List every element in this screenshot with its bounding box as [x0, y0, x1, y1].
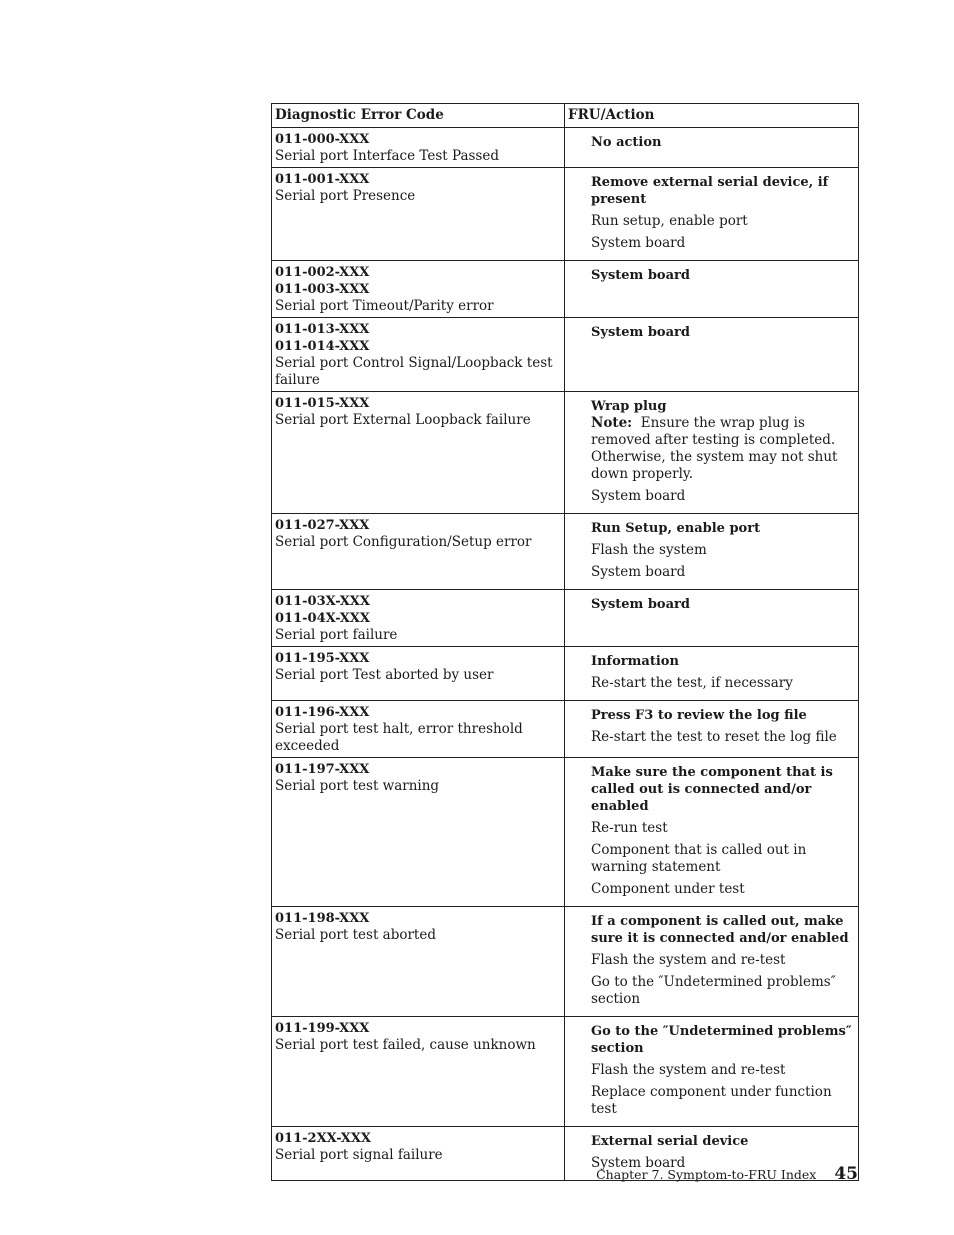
header-diagnostic-error-code: Diagnostic Error Code — [272, 104, 565, 128]
error-code: 011-197-XXX — [275, 762, 370, 777]
error-code: 011-03X-XXX — [275, 594, 370, 609]
fru-action-item — [591, 488, 854, 505]
fru-action-cell — [565, 758, 859, 907]
error-code-cell — [272, 1127, 565, 1181]
error-code: 011-027-XXX — [275, 518, 370, 533]
error-description: Serial port Presence — [275, 188, 416, 204]
fru-action-note — [591, 415, 854, 483]
error-code-cell — [272, 514, 565, 590]
table-header-row — [272, 104, 859, 128]
error-description: Serial port Configuration/Setup error — [275, 534, 532, 550]
fru-action-item — [591, 842, 854, 876]
fru-action-cell — [565, 1017, 859, 1127]
fru-action-text: Make sure the component that is called out is connected and/or enabled — [591, 765, 833, 814]
error-code-cell — [272, 647, 565, 701]
fru-action-text: Component that is called out in warning statement — [591, 842, 807, 875]
table-row — [272, 318, 859, 392]
fru-action-text: System board — [591, 235, 686, 251]
error-description: Serial port test failed, cause unknown — [275, 1037, 536, 1053]
fru-action-text: Flash the system — [591, 542, 707, 558]
error-code: 011-04X-XXX — [275, 611, 370, 626]
table-row — [272, 1017, 859, 1127]
fru-action-item — [591, 881, 854, 898]
error-code: 011-199-XXX — [275, 1021, 370, 1036]
fru-action-cell — [565, 907, 859, 1017]
fru-action-item — [591, 174, 854, 208]
error-code: 011-014-XXX — [275, 339, 370, 354]
error-code-cell — [272, 701, 565, 758]
fru-action-item — [591, 820, 854, 837]
table-row — [272, 758, 859, 907]
error-code-cell — [272, 758, 565, 907]
fru-action-text: System board — [591, 268, 690, 283]
fru-action-text: Component under test — [591, 881, 745, 897]
fru-action-item — [591, 542, 854, 559]
table-row — [272, 701, 859, 758]
fru-action-text: External serial device — [591, 1134, 749, 1149]
fru-action-item — [591, 974, 854, 1008]
diagnostic-error-table — [271, 103, 859, 1181]
error-description: Serial port test halt, error threshold exceeded — [275, 721, 523, 754]
fru-action-cell — [565, 514, 859, 590]
error-code: 011-2XX-XXX — [275, 1131, 371, 1146]
fru-action-text: Information — [591, 654, 679, 669]
fru-action-text: System board — [591, 325, 690, 340]
fru-action-text: Run setup, enable port — [591, 213, 748, 229]
error-code-cell — [272, 168, 565, 261]
fru-action-item — [591, 707, 854, 724]
header-fru-action: FRU/Action — [565, 104, 859, 128]
error-code-cell — [272, 318, 565, 392]
fru-action-text: If a component is called out, make sure it is connected and/or enabled — [591, 914, 849, 946]
fru-action-item — [591, 596, 854, 613]
page-footer — [596, 1164, 858, 1184]
fru-action-text: Flash the system and re-test — [591, 952, 786, 968]
error-code: 011-015-XXX — [275, 396, 370, 411]
table-row — [272, 590, 859, 647]
fru-action-item — [591, 1062, 854, 1079]
fru-action-cell — [565, 168, 859, 261]
fru-action-cell — [565, 647, 859, 701]
fru-action-text: System board — [591, 488, 686, 504]
fru-action-text: Go to the ″Undetermined problems″ section — [591, 974, 836, 1007]
fru-action-item — [591, 1133, 854, 1150]
fru-action-text: System board — [591, 1155, 686, 1171]
error-description: Serial port signal failure — [275, 1147, 443, 1163]
error-code: 011-000-XXX — [275, 132, 370, 147]
fru-action-item — [591, 267, 854, 284]
fru-action-item — [591, 1023, 854, 1057]
fru-action-item — [591, 913, 854, 947]
error-code: 011-013-XXX — [275, 322, 370, 337]
fru-action-text: Remove external serial device, if present — [591, 175, 829, 207]
fru-action-item — [591, 952, 854, 969]
footer-chapter-title: Chapter 7. Symptom-to-FRU Index — [596, 1167, 817, 1182]
error-description: Serial port External Loopback failure — [275, 412, 531, 428]
error-description: Serial port Control Signal/Loopback test failure — [275, 355, 553, 388]
fru-action-text: Re-start the test to reset the log file — [591, 729, 837, 745]
fru-action-cell — [565, 392, 859, 514]
table-row — [272, 514, 859, 590]
fru-action-item — [591, 398, 854, 483]
fru-action-text: Go to the ″Undetermined problems″ section — [591, 1024, 852, 1056]
error-code-cell — [272, 1017, 565, 1127]
error-code: 011-196-XXX — [275, 705, 370, 720]
fru-action-item — [591, 213, 854, 230]
table-body — [272, 128, 859, 1181]
fru-action-item — [591, 764, 854, 815]
error-description: Serial port test aborted — [275, 927, 436, 943]
error-description: Serial port Timeout/Parity error — [275, 298, 494, 314]
fru-action-cell — [565, 261, 859, 318]
fru-action-text: Flash the system and re-test — [591, 1062, 786, 1078]
fru-action-cell — [565, 701, 859, 758]
fru-action-text: System board — [591, 564, 686, 580]
page-number: 45 — [834, 1164, 858, 1184]
table-row — [272, 128, 859, 168]
error-description: Serial port Interface Test Passed — [275, 148, 499, 164]
error-code: 011-195-XXX — [275, 651, 370, 666]
error-code: 011-002-XXX — [275, 265, 370, 280]
error-code: 011-003-XXX — [275, 282, 370, 297]
fru-action-item — [591, 675, 854, 692]
fru-action-item — [591, 235, 854, 252]
error-description: Serial port test warning — [275, 778, 440, 794]
table-row — [272, 261, 859, 318]
fru-action-item — [591, 134, 854, 151]
fru-action-item — [591, 324, 854, 341]
fru-action-text: Replace component under function test — [591, 1084, 832, 1117]
error-code-cell — [272, 261, 565, 318]
note-text: Ensure the wrap plug is removed after testing is completed. Otherwise, the system may not shut down properly. — [591, 415, 838, 482]
error-code-cell — [272, 128, 565, 168]
fru-action-item — [591, 520, 854, 537]
note-label: Note: — [591, 415, 633, 431]
fru-action-item — [591, 1084, 854, 1118]
fru-action-text: Run Setup, enable port — [591, 521, 761, 536]
fru-action-text: System board — [591, 597, 690, 612]
error-code: 011-001-XXX — [275, 172, 370, 187]
error-code-cell — [272, 590, 565, 647]
error-code-cell — [272, 907, 565, 1017]
fru-action-cell — [565, 590, 859, 647]
table-row — [272, 392, 859, 514]
fru-action-item — [591, 729, 854, 746]
fru-action-text: Re-start the test, if necessary — [591, 675, 793, 691]
table-row — [272, 168, 859, 261]
error-description: Serial port failure — [275, 627, 398, 643]
fru-action-text: Wrap plug — [591, 399, 667, 414]
error-code-cell — [272, 392, 565, 514]
table-row — [272, 647, 859, 701]
fru-action-text: Re-run test — [591, 820, 668, 836]
fru-action-cell — [565, 318, 859, 392]
table-row — [272, 907, 859, 1017]
fru-action-cell — [565, 128, 859, 168]
error-description: Serial port Test aborted by user — [275, 667, 494, 683]
fru-action-text: No action — [591, 135, 662, 150]
fru-action-item — [591, 564, 854, 581]
fru-action-item — [591, 653, 854, 670]
error-code: 011-198-XXX — [275, 911, 370, 926]
fru-action-text: Press F3 to review the log file — [591, 708, 807, 723]
